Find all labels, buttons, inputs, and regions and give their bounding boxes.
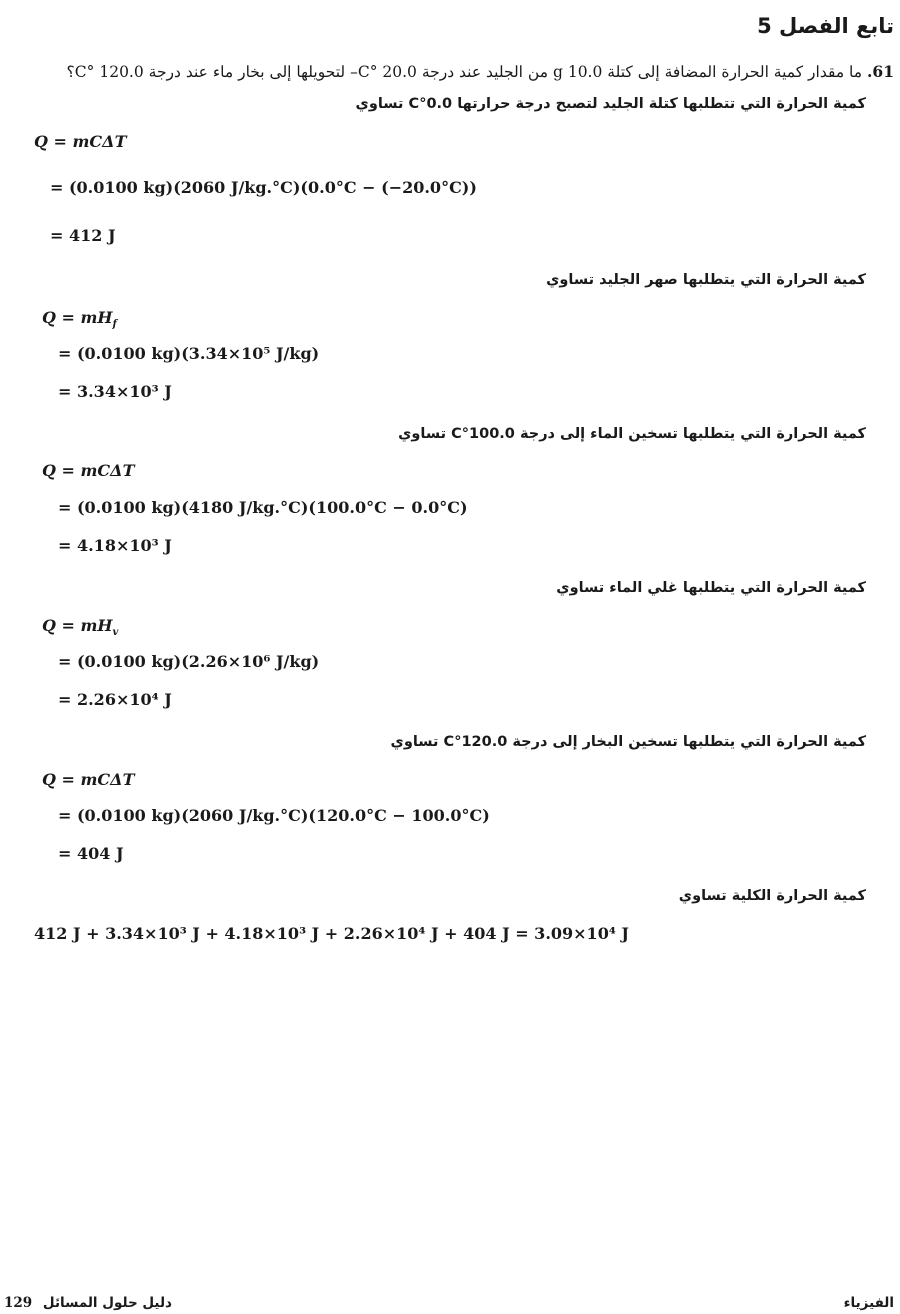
question-61 bbox=[67, 62, 894, 81]
step-1-line-3: = 412 J bbox=[50, 226, 116, 245]
page-number: 129 bbox=[4, 1295, 33, 1311]
step-2-formula: Q = mH bbox=[42, 308, 113, 327]
step-3-line-2: = (0.0100 kg)(4180 J/kg.°C)(100.0°C − 0.0°C) bbox=[58, 498, 468, 517]
footer-guide bbox=[4, 1295, 172, 1311]
step-1-line-1: Q = mCΔT bbox=[34, 132, 127, 151]
footer-subject: الفيزياء bbox=[843, 1295, 894, 1311]
total-heading: كمية الحرارة الكلية تساوي bbox=[678, 888, 866, 904]
step-1-heading: كمية الحرارة التي تتطلبها كتلة الجليد لتصبح درجة حرارتها 0.0°C تساوي bbox=[355, 96, 866, 112]
step-5-line-1: Q = mCΔT bbox=[42, 770, 135, 789]
step-2-line-1 bbox=[42, 308, 117, 330]
chapter-title: تابع الفصل 5 bbox=[757, 14, 894, 38]
step-4-formula: Q = mH bbox=[42, 616, 113, 635]
footer-guide-text: دليل حلول المسائل bbox=[42, 1295, 172, 1311]
step-4-line-1 bbox=[42, 616, 118, 638]
step-2-heading: كمية الحرارة التي يتطلبها صهر الجليد تساوي bbox=[546, 272, 866, 288]
step-4-line-2: = (0.0100 kg)(2.26×10⁶ J/kg) bbox=[58, 652, 320, 671]
step-5-heading: كمية الحرارة التي يتطلبها تسخين البخار إلى درجة 120.0°C تساوي bbox=[390, 734, 866, 750]
step-3-line-1: Q = mCΔT bbox=[42, 461, 135, 480]
step-2-subscript: f bbox=[112, 319, 117, 331]
total-equation: 412 J + 3.34×10³ J + 4.18×10³ J + 2.26×10⁴ J + 404 J = 3.09×10⁴ J bbox=[34, 924, 629, 943]
step-4-line-3: = 2.26×10⁴ J bbox=[58, 690, 172, 709]
step-4-subscript: v bbox=[112, 627, 119, 639]
step-4-heading: كمية الحرارة التي يتطلبها غلي الماء تساوي bbox=[556, 580, 866, 596]
step-3-line-3: = 4.18×10³ J bbox=[58, 536, 172, 555]
question-text: ما مقدار كمية الحرارة المضافة إلى كتلة 10.0 g من الجليد عند درجة 20.0 °C– لتحويلها إلى بخار ماء عند درجة 120.0 °C؟ bbox=[66, 63, 863, 81]
step-1-line-2: = (0.0100 kg)(2060 J/kg.°C)(0.0°C − (−20.0°C)) bbox=[50, 178, 477, 197]
step-5-line-2: = (0.0100 kg)(2060 J/kg.°C)(120.0°C − 100.0°C) bbox=[58, 806, 490, 825]
question-number: 61. bbox=[867, 62, 894, 81]
step-3-heading: كمية الحرارة التي يتطلبها تسخين الماء إلى درجة 100.0°C تساوي bbox=[398, 426, 866, 442]
step-5-line-3: = 404 J bbox=[58, 844, 124, 863]
step-2-line-3: = 3.34×10³ J bbox=[58, 382, 172, 401]
step-2-line-2: = (0.0100 kg)(3.34×10⁵ J/kg) bbox=[58, 344, 320, 363]
